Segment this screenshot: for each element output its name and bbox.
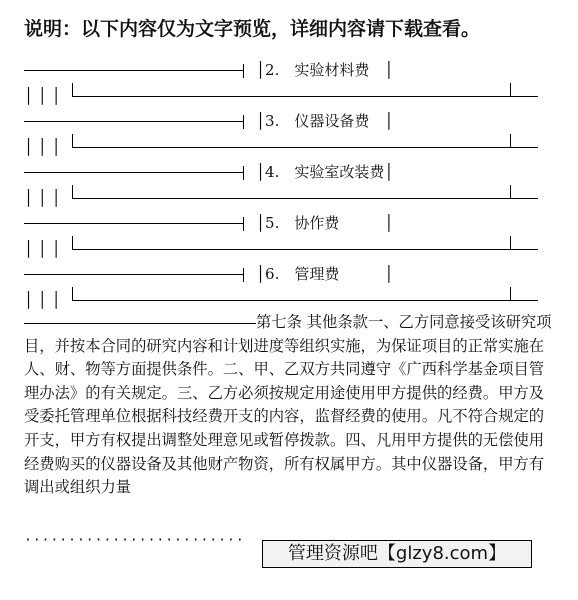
ellipsis: ························· [24,533,245,548]
row-tick-mid [72,185,73,199]
budget-item-label: │5. 协作费 │ [256,214,394,232]
row-left-rule [24,121,244,122]
row-tick-mid [72,83,73,97]
row-left-rule [24,274,244,275]
leading-rule [24,323,256,324]
row-tick-right [510,236,511,250]
row-long-rule [72,198,538,199]
row-left-rule [24,70,244,71]
row-pipes: │ │ │ [24,240,61,258]
budget-item-label: │2. 实验材料费 │ [256,61,394,79]
row-tick-right [510,185,511,199]
row-tick-right [510,134,511,148]
row-left-tick [243,268,244,282]
row-long-rule [72,147,538,148]
row-long-rule [72,96,538,97]
row-tick-mid [72,134,73,148]
row-long-rule [72,300,538,301]
source-banner[interactable]: 管理资源吧【glzy8.com】 [262,540,532,568]
row-left-tick [243,166,244,180]
budget-item-label: │4. 实验室改装费│ [256,163,394,181]
preview-notice: 说明：以下内容仅为文字预览，详细内容请下载查看。 [24,18,481,40]
row-long-rule [72,249,538,250]
budget-item-label: │3. 仪器设备费 │ [256,112,394,130]
row-pipes: │ │ │ [24,189,61,207]
budget-item-label: │6. 管理费 │ [256,265,394,283]
row-left-rule [24,172,244,173]
row-pipes: │ │ │ [24,87,61,105]
contract-text: 第七条 其他条款一、乙方同意接受该研究项目，并按本合同的研究内容和计划进度等组织实施，为保证项目的正常实施在人、财、物等方面提供条件。二、甲、乙双方共同遵守《广西科学基金项目管理办法》的有关规定。三、乙方必须按规定用途使用甲方提供的经费。甲方及受委托管理单位根据科技经费开支的内容，监督经费的使用。凡不符合规定的开支，甲方有权提出调整处理意见或暂停拨款。四、凡用甲方提供的无偿使用经费购买的仪器设备及其他财产物资，所有权属甲方。其中仪器设备，甲方有调出或组织力量 [24,313,552,497]
row-tick-right [510,287,511,301]
row-left-rule [24,223,244,224]
row-tick-mid [72,287,73,301]
row-tick-mid [72,236,73,250]
row-pipes: │ │ │ [24,138,61,156]
row-left-tick [243,64,244,78]
row-left-tick [243,217,244,231]
contract-paragraph [24,311,554,500]
row-left-tick [243,115,244,129]
row-pipes: │ │ │ [24,291,61,309]
row-tick-right [510,83,511,97]
